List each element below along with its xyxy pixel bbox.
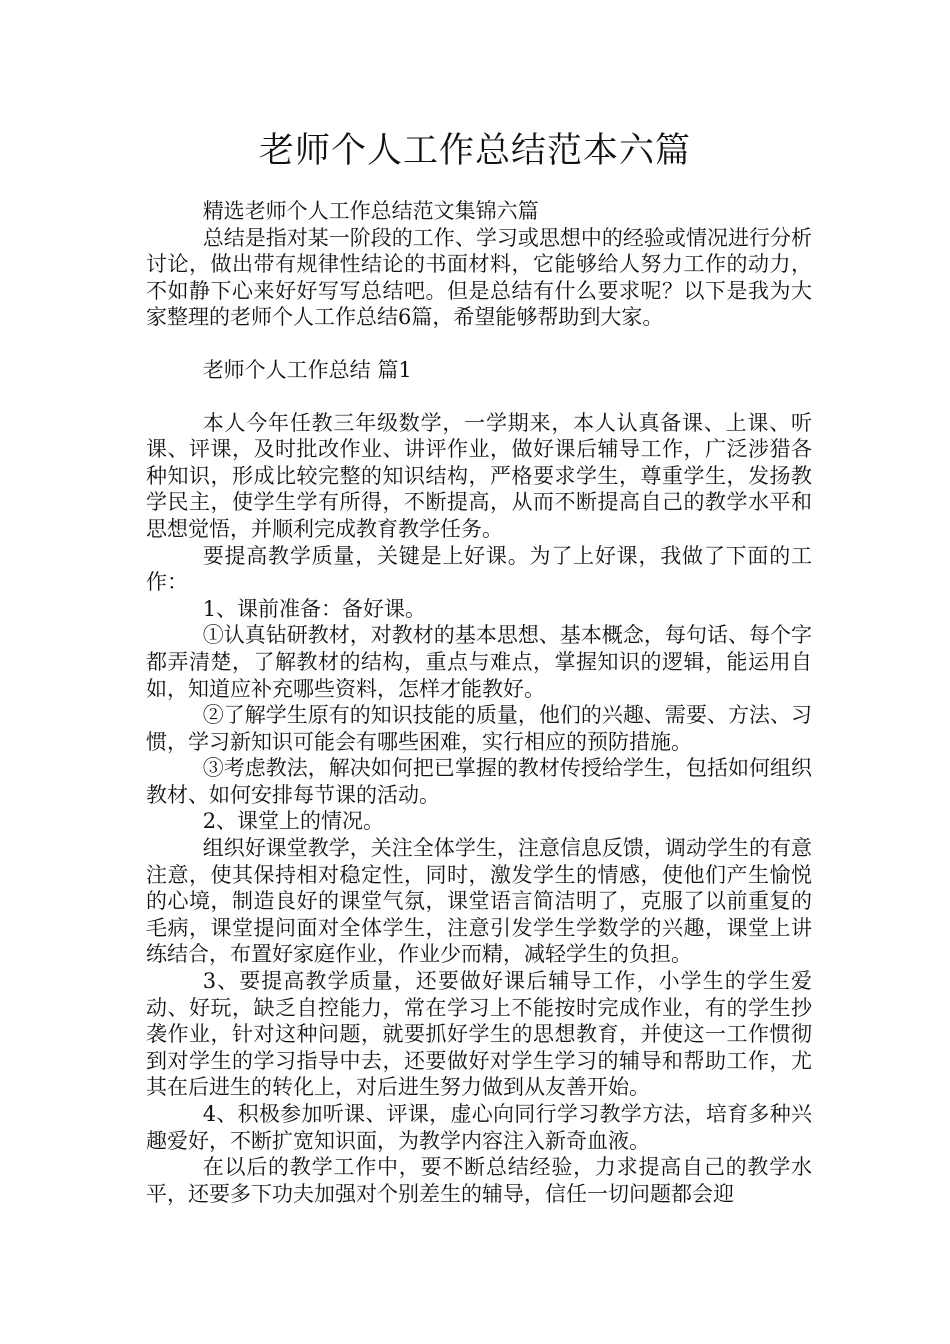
document-title: 老师个人工作总结范本六篇 [258, 131, 691, 171]
body-paragraph: 本人今年任教三年级数学，一学期来，本人认真备课、上课、听课、评课，及时批改作业、讲评作业，做好课后辅导工作，广泛涉猎各种知识，形成比较完整的知识结构，严格要求学生，尊重学生，发扬教学民主，使学生学有所得，不断提高，从而不断提高自己的教学水平和思想觉悟，并顺利完成教育教学任务。 [146, 410, 812, 541]
body-paragraph: ③考虑教法，解决如何把已掌握的教材传授给学生，包括如何组织教材、如何安排每节课的活动。 [146, 756, 812, 807]
body-paragraph: 要提高教学质量，关键是上好课。为了上好课，我做了下面的工作： [146, 543, 812, 595]
section-heading: 老师个人工作总结 篇1 [202, 357, 412, 382]
body-paragraph: ①认真钻研教材，对教材的基本思想、基本概念，每句话、每个字都弄清楚，了解教材的结构，重点与难点，掌握知识的逻辑，能运用自如，知道应补充哪些资料，怎样才能教好。 [146, 623, 812, 701]
body-paragraph: 4、积极参加听课、评课，虚心向同行学习教学方法，培育多种兴趣爱好，不断扩宽知识面，为教学内容注入新奇血液。 [146, 1102, 812, 1153]
body-paragraph: 3、要提高教学质量，还要做好课后辅导工作，小学生的学生爱动、好玩，缺乏自控能力，常在学习上不能按时完成作业，有的学生抄袭作业，针对这种问题，就要抓好学生的思想教育，并使这一工作惯彻到对学生的学习指导中去，还要做好对学生学习的辅导和帮助工作，尤其在后进生的转化上，对后进生努力做到从友善开始。 [146, 969, 812, 1100]
body-paragraph: ②了解学生原有的知识技能的质量，他们的兴趣、需要、方法、习惯，学习新知识可能会有哪些困难，实行相应的预防措施。 [146, 703, 812, 754]
body-paragraph: 在以后的教学工作中，要不断总结经验，力求提高自己的教学水平，还要多下功夫加强对个别差生的辅导，信任一切问题都会迎 [146, 1155, 812, 1206]
body-paragraph: 1、课前准备：备好课。 [202, 596, 427, 621]
document-body [146, 198, 812, 1207]
body-paragraph: 2、课堂上的情况。 [202, 809, 385, 834]
intro-subtitle: 精选老师个人工作总结范文集锦六篇 [202, 199, 539, 223]
intro-paragraph: 总结是指对某一阶段的工作、学习或思想中的经验或情况进行分析讨论，做出带有规律性结论的书面材料，它能够给人努力工作的动力，不如静下心来好好写写总结吧。但是总结有什么要求呢？以下是我为大家整理的老师个人工作总结6篇，希望能够帮助到大家。 [146, 225, 812, 330]
body-paragraph: 组织好课堂教学，关注全体学生，注意信息反馈，调动学生的有意注意，使其保持相对稳定性，同时，激发学生的情感，使他们产生愉悦的心境，制造良好的课堂气氛，课堂语言简洁明了，克服了以前重复的毛病，课堂提问面对全体学生，注意引发学生学数学的兴趣，课堂上讲练结合，布置好家庭作业，作业少而精，减轻学生的负担。 [146, 836, 812, 967]
